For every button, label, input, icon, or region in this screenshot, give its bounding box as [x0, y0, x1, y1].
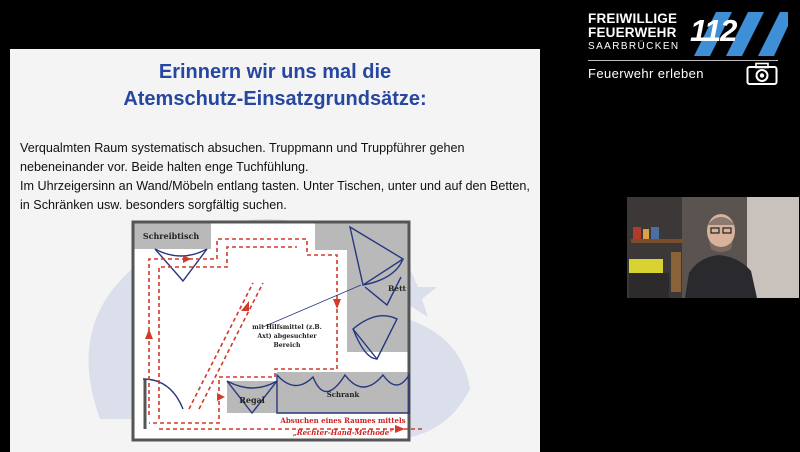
label-tool-area-1: mit Hilfsmittel (z.B. — [252, 324, 322, 331]
slide-title — [10, 59, 540, 113]
slide-body — [20, 139, 530, 215]
caption-line-2: „Rechter-Hand-Methode“ — [292, 428, 394, 437]
logo-line-saarbruecken: SAARBRÜCKEN — [588, 41, 680, 52]
logo-line-feuerwehr: FEUERWEHR — [588, 25, 677, 40]
logo-number: 112 — [690, 13, 737, 48]
label-wardrobe: Schrank — [326, 390, 360, 399]
fire-brigade-logo — [588, 10, 788, 84]
logo-divider — [588, 60, 778, 61]
label-tool-area-2: Axt) abgesuchter — [257, 333, 317, 340]
paragraph-clockwise-search: Im Uhrzeigersinn an Wand/Möbeln entlang tasten. Unter Tischen, unter und auf den Betten, in Schränken usw. besonders sorgfältig suchen. — [20, 179, 530, 212]
caption-line-1: Absuchen eines Raumes mittels — [280, 416, 406, 425]
room-search-diagram — [125, 219, 425, 444]
label-desk: Schreibtisch — [142, 231, 200, 241]
label-tool-area-3: Bereich — [273, 342, 301, 349]
label-shelf: Regal — [239, 395, 265, 405]
webcam-feed — [627, 197, 799, 298]
person-video-icon — [627, 197, 799, 298]
logo-line-freiwillige: FREIWILLIGE — [588, 11, 678, 26]
presentation-slide — [10, 49, 540, 452]
paragraph-search-systematically: Verqualmten Raum systematisch absuchen. Truppmann und Truppführer gehen nebeneinander vor. Beide halten enge Tuchfühlung. — [20, 141, 465, 174]
bed-top-furniture — [315, 222, 409, 250]
slide-title-line-2: Atemschutz-Einsatzgrundsätze: — [123, 88, 427, 110]
slide-title-line-1: Erinnern wir uns mal die — [158, 61, 392, 83]
logo-tagline: Feuerwehr erleben — [588, 66, 704, 81]
camera-icon — [746, 62, 778, 86]
label-bed: Bett — [387, 284, 407, 293]
